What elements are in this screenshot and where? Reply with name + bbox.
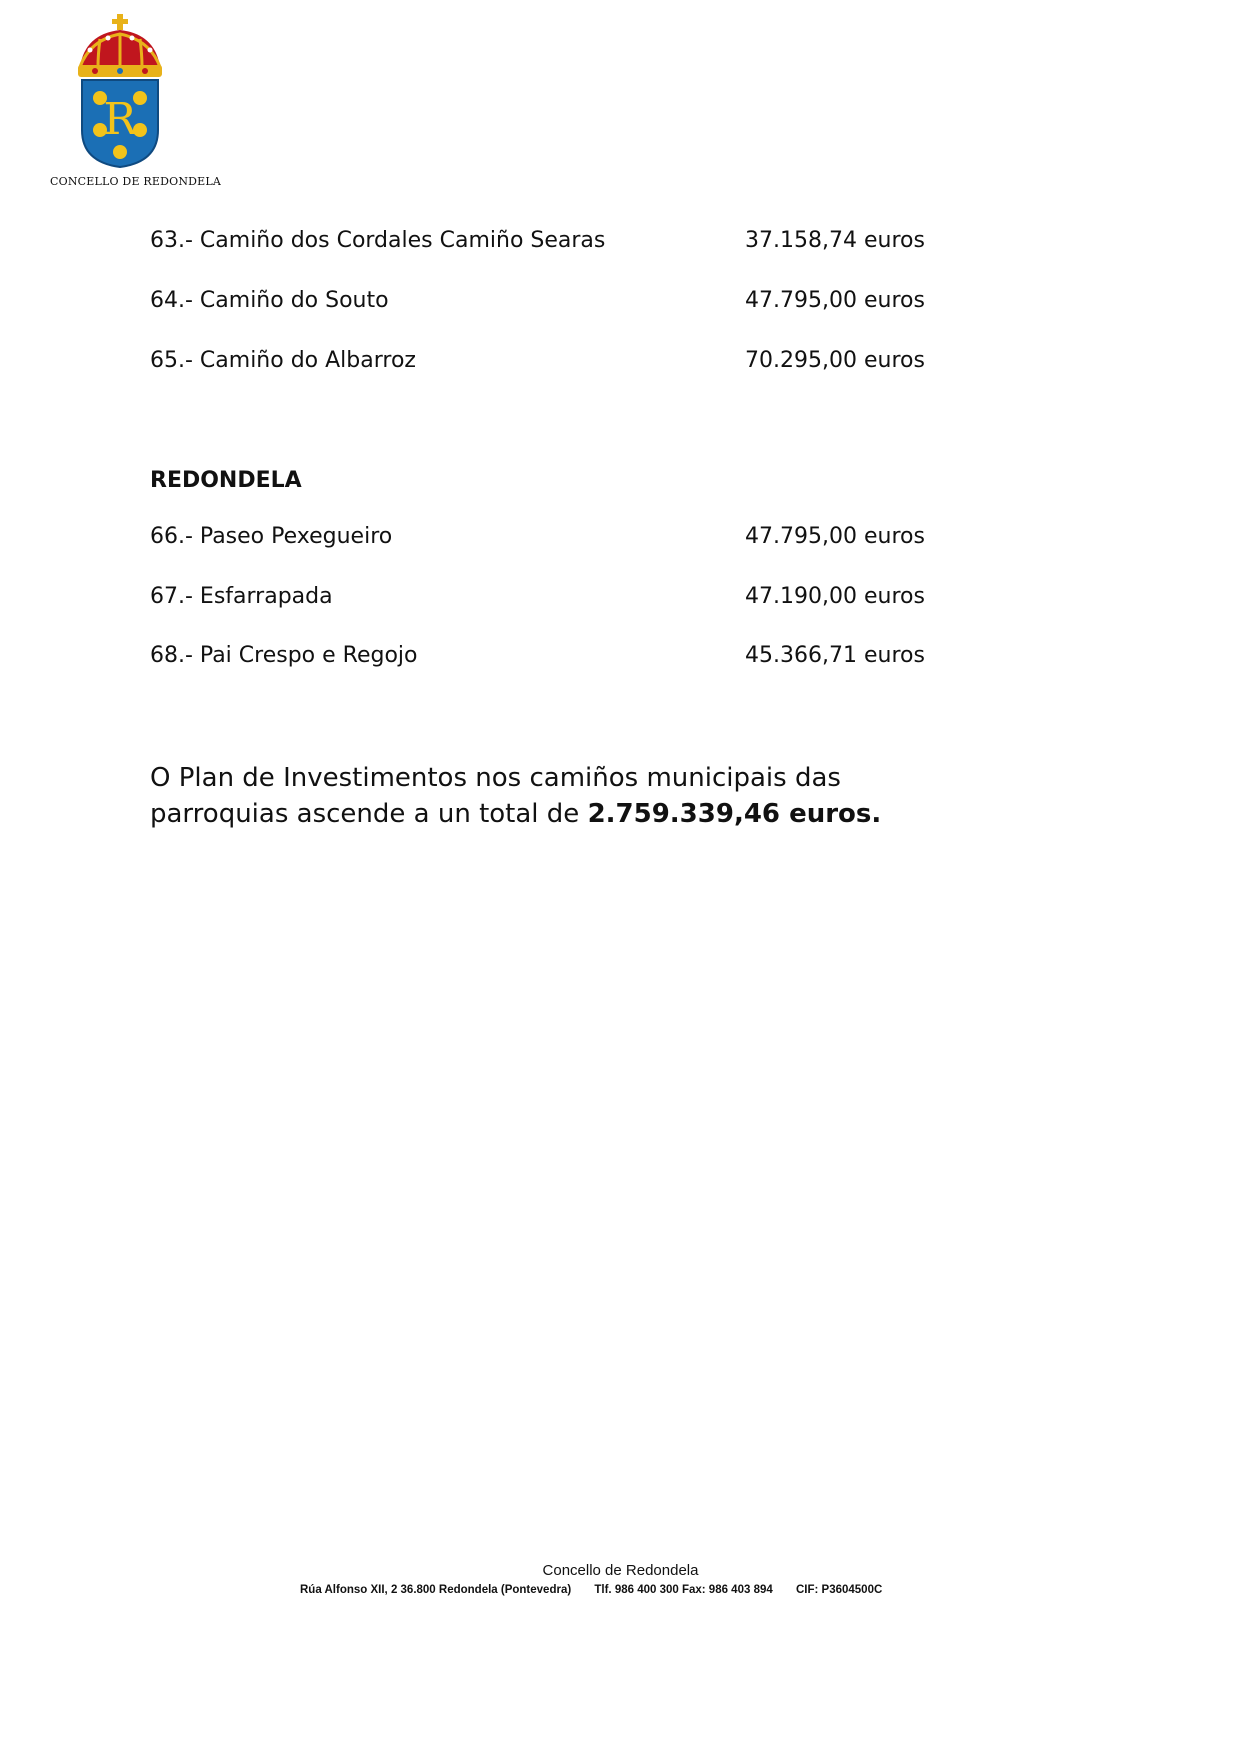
item-label: 65.- Camiño do Albarroz (150, 348, 416, 373)
svg-text:R: R (103, 94, 137, 145)
item-amount: 37.158,74 euros (745, 228, 925, 253)
item-label: 66.- Paseo Pexegueiro (150, 524, 393, 549)
footer-phones: Tlf. 986 400 300 Fax: 986 403 894 (594, 1584, 773, 1596)
footer-title: Concello de Redondela (542, 1562, 699, 1579)
item-label: 64.- Camiño do Souto (150, 288, 389, 313)
item-label: 67.- Esfarrapada (150, 584, 333, 609)
list-item (150, 226, 930, 256)
item-label: 63.- Camiño dos Cordales Camiño Searas (150, 228, 606, 253)
list-item (150, 346, 930, 376)
coat-of-arms-icon (70, 12, 170, 172)
logo-caption: CONCELLO DE REDONDELA (50, 175, 222, 188)
item-amount: 47.795,00 euros (745, 524, 925, 549)
summary-total: 2.759.339,46 euros. (587, 799, 882, 829)
list-item (150, 582, 930, 612)
item-amount: 47.795,00 euros (745, 288, 925, 313)
footer-address: Rúa Alfonso XII, 2 36.800 Redondela (Pontevedra) (300, 1584, 572, 1596)
summary-paragraph (150, 760, 950, 832)
list-item (150, 641, 930, 671)
list-item (150, 286, 930, 316)
council-logo (40, 12, 222, 192)
footer-contact (300, 1584, 902, 1596)
summary-text: O Plan de Investimentos nos camiños municipais das parroquias ascende a un total de (150, 763, 841, 829)
item-label: 68.- Pai Crespo e Regojo (150, 643, 418, 668)
item-amount: 70.295,00 euros (745, 348, 925, 373)
item-amount: 47.190,00 euros (745, 584, 925, 609)
item-amount: 45.366,71 euros (745, 643, 925, 668)
list-item (150, 522, 930, 552)
footer-cif: CIF: P3604500C (795, 1584, 883, 1596)
section-heading: REDONDELA (150, 468, 302, 493)
